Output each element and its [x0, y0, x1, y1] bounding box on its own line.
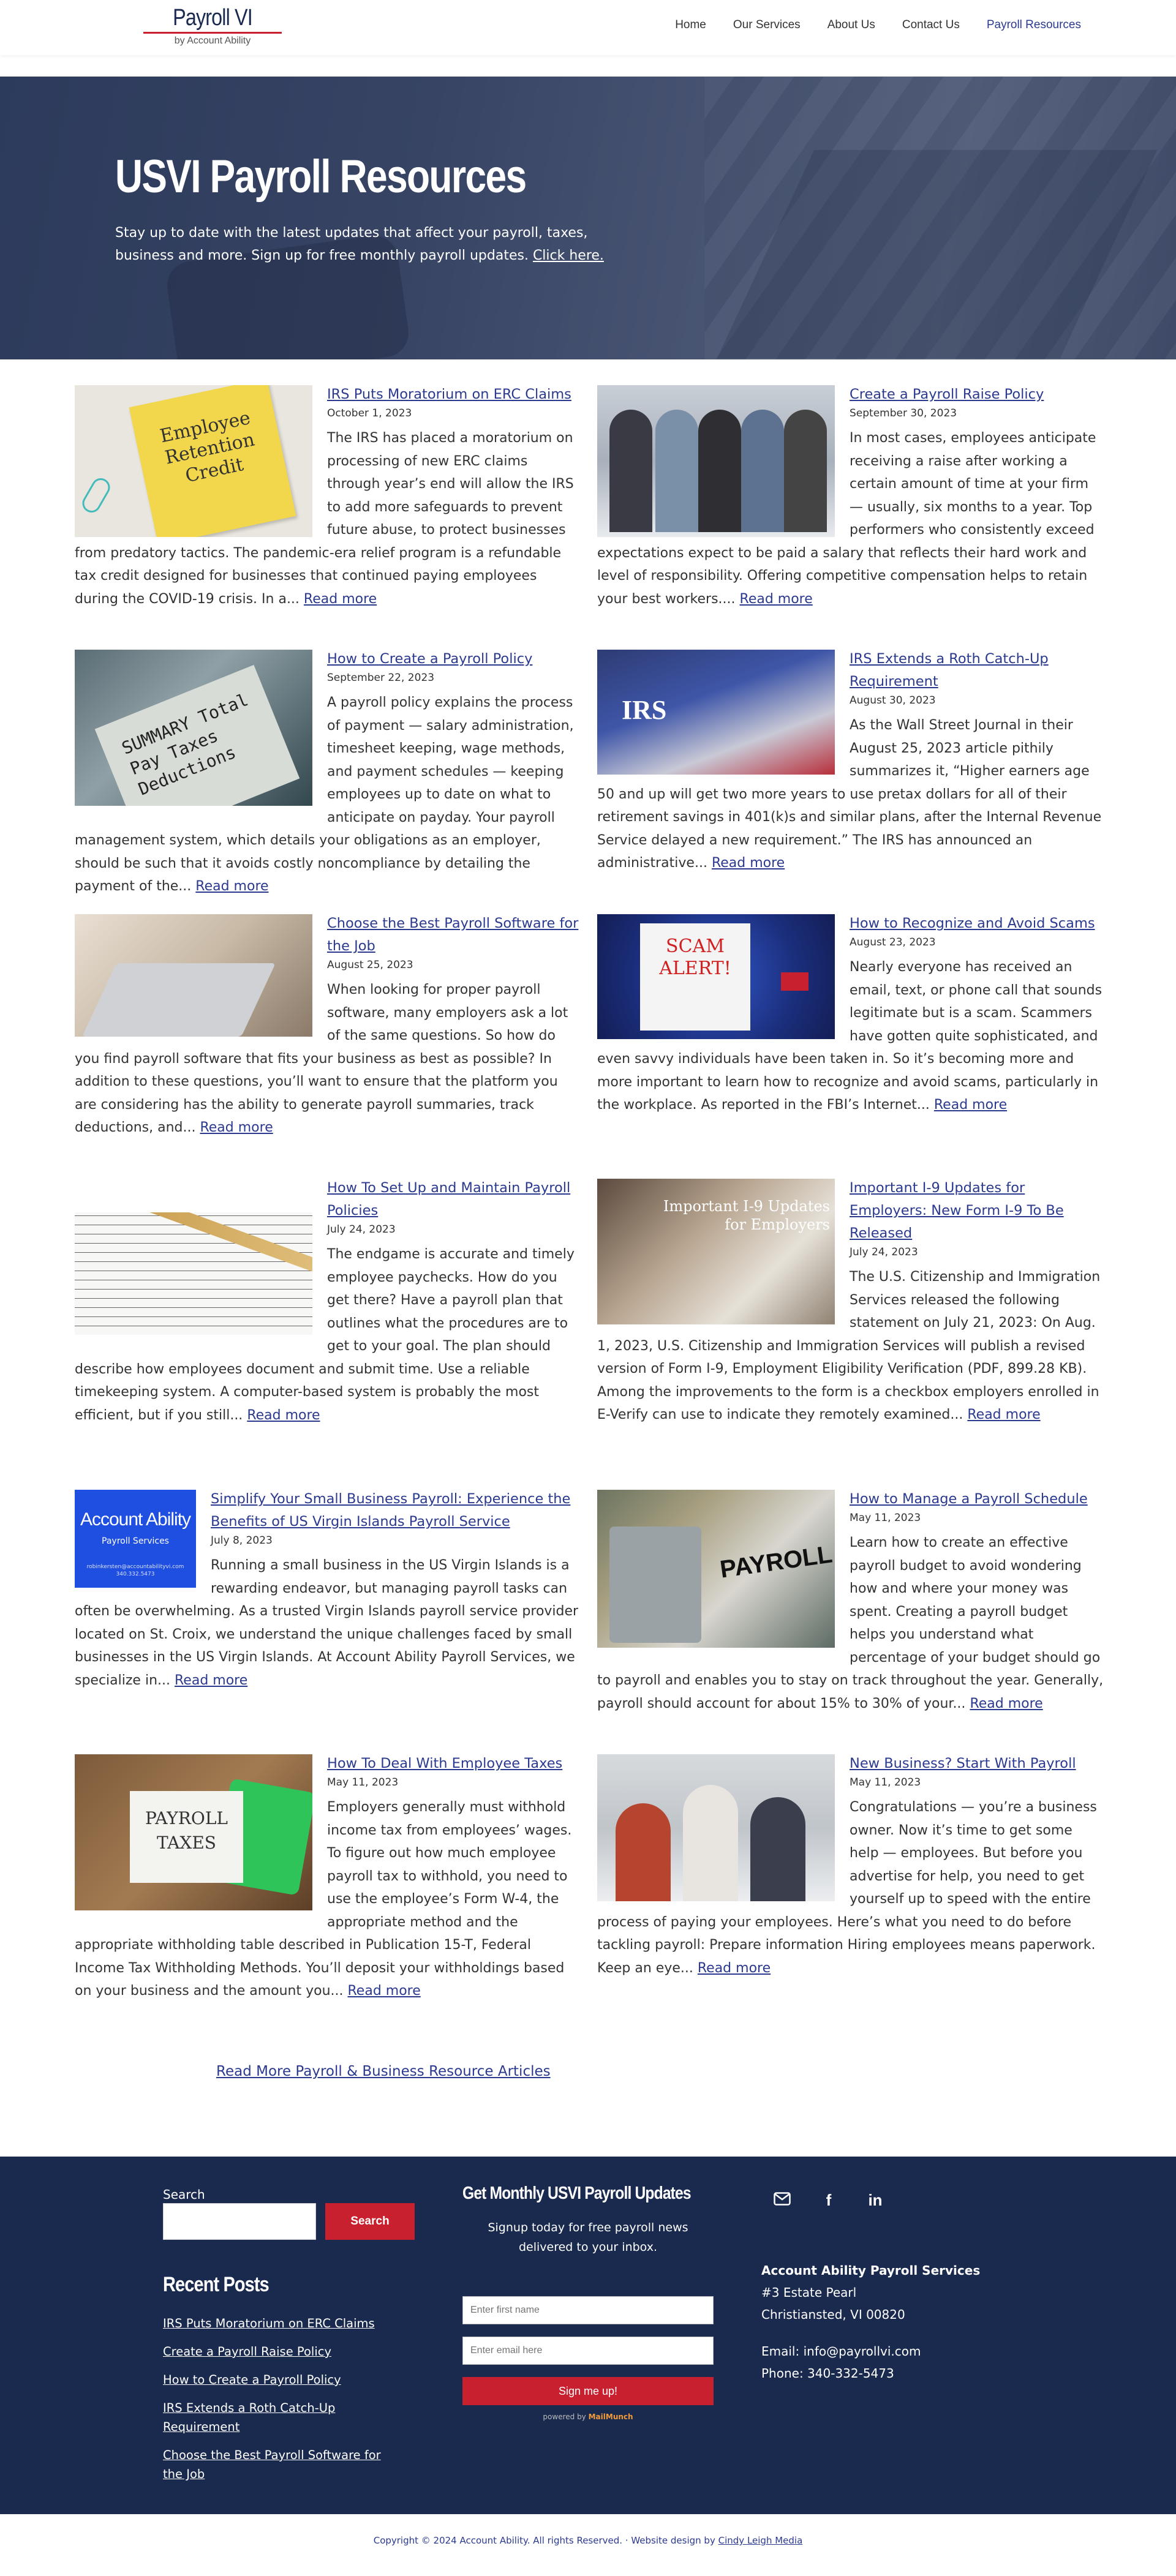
- article-title-link[interactable]: How to Manage a Payroll Schedule: [850, 1491, 1088, 1507]
- social-icons: [773, 2191, 884, 2209]
- person-image: [655, 410, 698, 532]
- article-thumbnail[interactable]: [75, 1490, 196, 1588]
- hero-overlay: [0, 77, 1176, 359]
- read-more-link[interactable]: Read more: [195, 879, 269, 894]
- article-excerpt: As the Wall Street Journal in their August 25, 2023 article pithily summarizes it, “Higher earners age 50 and up will get two more years to use pretax dollars for all of their retirement savings in 401(k)s and similar plans, after the Internal Revenue Service delayed a new requirement.” The IRS has announced an administrative...: [597, 718, 1102, 871]
- first-name-field[interactable]: [462, 2296, 714, 2324]
- list-item: [163, 2314, 402, 2333]
- aa-logo-subtitle: Payroll Services: [102, 1536, 169, 1546]
- read-more-link[interactable]: Read more: [933, 1097, 1008, 1113]
- paperclip-image: [79, 475, 113, 516]
- recent-posts-list: [163, 2314, 402, 2493]
- facebook-icon[interactable]: f: [826, 2191, 832, 2209]
- article-date: May 11, 2023: [327, 1776, 399, 1789]
- article-title-link[interactable]: How To Deal With Employee Taxes: [327, 1756, 563, 1771]
- article-thumbnail[interactable]: [597, 385, 835, 537]
- recent-post-link[interactable]: Choose the Best Payroll Software for the Job: [163, 2448, 381, 2481]
- recent-posts-heading: Recent Posts: [163, 2273, 269, 2296]
- article-date: July 24, 2023: [850, 1246, 918, 1258]
- payroll-taxes-note: [130, 1791, 243, 1883]
- read-more-link[interactable]: Read more: [247, 1407, 320, 1423]
- nav-about-us[interactable]: About Us: [827, 18, 875, 31]
- address-line-1: #3 Estate Pearl: [761, 2285, 857, 2300]
- article-title-link[interactable]: Simplify Your Small Business Payroll: Experience the Benefits of US Virgin Islands Payroll Service: [211, 1491, 571, 1530]
- logo-title: Payroll VI: [173, 5, 252, 31]
- footer-search-button[interactable]: Search: [325, 2203, 415, 2240]
- article-thumbnail[interactable]: [75, 650, 312, 806]
- article-title-link[interactable]: Important I-9 Updates for Employers: New Form I-9 To Be Released: [850, 1180, 1064, 1241]
- company-contact: [761, 2340, 1019, 2384]
- article-card: [597, 648, 1106, 875]
- payroll-form-text: PAYROLL: [718, 1541, 834, 1583]
- article-excerpt: Learn how to create an effective payroll budget to avoid wondering how and where your money was spent. Creating a payroll budget helps you understand what percentage of your budget should go to payroll and enables you to stay on track throughout the year. Generally, payroll should account for about 15% to 30% of your...: [597, 1535, 1104, 1711]
- person-image: [741, 410, 784, 532]
- article-excerpt: Running a small business in the US Virgin Islands is a rewarding endeavor, but managing payroll tasks can often be overwhelming. As a trusted Virgin Islands payroll service provider located on St. Croix, we understand the unique challenges faced by small businesses in the US Virgin Islands. At Account Ability Payroll Services, we specialize in...: [75, 1558, 579, 1688]
- person-image: [750, 1797, 805, 1901]
- article-date: August 25, 2023: [327, 959, 413, 971]
- article-title-link[interactable]: New Business? Start With Payroll: [850, 1756, 1076, 1771]
- company-address: [761, 2259, 1019, 2326]
- linkedin-icon[interactable]: in: [868, 2191, 883, 2209]
- footer-search-label: Search: [163, 2187, 205, 2202]
- article-card: [75, 1177, 583, 1427]
- more-articles-link[interactable]: Read More Payroll & Business Resource Articles: [216, 2063, 551, 2079]
- copyright-text: Copyright © 2024 Account Ability. All rights Reserved. · Website design by: [373, 2535, 715, 2546]
- hero-text: Stay up to date with the latest updates that affect your payroll, taxes, business and more. Sign up for free monthly payroll updates.: [115, 225, 588, 263]
- list-item: [163, 2446, 402, 2484]
- article-card: [75, 648, 583, 898]
- article-card: [597, 1488, 1106, 1715]
- hero-signup-link[interactable]: Click here.: [532, 248, 604, 263]
- recent-post-link[interactable]: Create a Payroll Raise Policy: [163, 2345, 331, 2359]
- article-title-link[interactable]: How to Recognize and Avoid Scams: [850, 915, 1095, 931]
- recent-post-link[interactable]: How to Create a Payroll Policy: [163, 2373, 341, 2387]
- article-date: July 8, 2023: [211, 1534, 273, 1547]
- list-item: [163, 2370, 402, 2389]
- article-date: September 22, 2023: [327, 672, 435, 684]
- article-thumbnail[interactable]: [597, 650, 835, 775]
- i9-image-text: Important I-9 Updates for Employers: [663, 1198, 830, 1233]
- article-thumbnail[interactable]: [597, 1179, 835, 1324]
- email-icon-svg: [774, 2192, 791, 2206]
- article-card: [75, 1488, 583, 1692]
- article-card: [597, 912, 1106, 1117]
- read-more-link[interactable]: Read more: [970, 1695, 1043, 1711]
- article-title-link[interactable]: How To Set Up and Maintain Payroll Policies: [327, 1180, 571, 1219]
- irs-logo: IRS: [622, 695, 667, 725]
- nav-home[interactable]: Home: [675, 18, 706, 31]
- article-excerpt: Congratulations — you’re a business owner. Now it’s time to get some help — employees. But before you advertise for help, you need to get yourself up to speed with the entire process of paying your employees. Here’s what you need to do before tackling payroll: Prepare information Hiring employees means paperwork. Keep an eye...: [597, 1800, 1097, 1976]
- aa-logo-contact: robinkersten@accountabilityvi.com 340.332.5473: [86, 1564, 184, 1577]
- nav-contact-us[interactable]: Contact Us: [902, 18, 960, 31]
- article-date: August 30, 2023: [850, 694, 936, 707]
- logo-underline: [143, 32, 282, 34]
- read-more-link[interactable]: Read more: [200, 1120, 273, 1135]
- site-footer: [0, 2157, 1176, 2514]
- powered-by: [462, 2413, 714, 2421]
- article-thumbnail[interactable]: [75, 385, 312, 537]
- person-image: [616, 1803, 671, 1901]
- article-card: [75, 912, 583, 1140]
- article-card: [597, 1177, 1106, 1427]
- read-more-link[interactable]: Read more: [711, 855, 785, 871]
- sticky-note-text: Employee Retention Credit: [158, 407, 257, 487]
- article-title-link[interactable]: How to Create a Payroll Policy: [327, 651, 533, 667]
- article-excerpt: A payroll policy explains the process of payment — salary administration, timesheet keeping, wage methods, and payment schedules — keeping employees up to date on what to anticipate on payday. Your payroll management system, which details your obligations as an employer, should be such that it avoids costly noncompliance by detailing the payment of the...: [75, 695, 574, 894]
- copyright-bar: [0, 2535, 1176, 2546]
- powered-by-text: powered by: [543, 2413, 586, 2421]
- pen-image: [104, 1212, 312, 1280]
- recent-post-link[interactable]: IRS Puts Moratorium on ERC Claims: [163, 2316, 375, 2330]
- site-header: [0, 0, 1176, 55]
- read-more-link[interactable]: Read more: [175, 1672, 248, 1688]
- person-image: [784, 410, 827, 532]
- article-excerpt: The endgame is accurate and timely employee paychecks. How do you get there? Have a payroll plan that outlines what the procedures are to get to your goal. The plan should describe how employees document and submit time. Use a reliable timekeeping system. A computer-based system is probably the most efficient, but if you still...: [75, 1247, 575, 1423]
- article-date: May 11, 2023: [850, 1512, 921, 1524]
- read-more-link[interactable]: Read more: [303, 591, 377, 607]
- read-more-link[interactable]: Read more: [697, 1960, 771, 1976]
- logo-subtitle: by Account Ability: [174, 36, 251, 46]
- hero-banner: [0, 77, 1176, 359]
- mailmunch-link[interactable]: MailMunch: [588, 2413, 633, 2421]
- article-excerpt: Employers generally must withhold income tax from employees’ wages. To figure out how much employee payroll tax to withhold, you need to use the employee’s Form W-4, the appropriate method and the appropriate withholding table described in Publication 15-T, Federal Income Tax Withholding Methods. You’ll deposit your withholdings based on your business and the amount you...: [75, 1800, 572, 1999]
- article-title-link[interactable]: IRS Puts Moratorium on ERC Claims: [327, 386, 571, 402]
- article-thumbnail[interactable]: [75, 914, 312, 1037]
- newsletter-description: Signup today for free payroll news delivered to your inbox.: [488, 2221, 688, 2254]
- payroll-taxes-text: PAYROLL TAXES: [145, 1808, 228, 1853]
- article-card: [75, 383, 583, 610]
- aa-logo-title: Account Ability: [80, 1509, 191, 1530]
- site-logo[interactable]: [136, 5, 289, 48]
- read-more-link[interactable]: Read more: [739, 591, 813, 607]
- main-nav: [648, 18, 1081, 32]
- email-field[interactable]: [462, 2337, 714, 2365]
- article-date: October 1, 2023: [327, 407, 412, 419]
- newsletter-heading: Get Monthly USVI Payroll Updates: [462, 2184, 691, 2203]
- mailbox-image: [781, 972, 809, 991]
- list-item: [163, 2342, 402, 2361]
- article-card: [597, 383, 1106, 610]
- article-card: [597, 1752, 1106, 1980]
- list-item: [163, 2398, 402, 2436]
- article-thumbnail[interactable]: [597, 1754, 835, 1901]
- summary-paper-image: [95, 665, 300, 806]
- signup-button[interactable]: Sign me up!: [462, 2377, 714, 2405]
- read-more-link[interactable]: Read more: [967, 1407, 1041, 1422]
- address-line-2: Christiansted, VI 00820: [761, 2307, 905, 2322]
- article-date: August 23, 2023: [850, 936, 936, 948]
- hero-description: [115, 222, 648, 267]
- article-excerpt: Nearly everyone has received an email, text, or phone call that sounds legitimate but is a scam. Scammers have gotten quite sophisticated, and even savvy individuals have been taken in. So it’s becoming more and more important to learn how to recognize and avoid scams, particularly in the workplace. As reported in the FBI’s Internet...: [597, 959, 1102, 1113]
- calculator-image: [609, 1526, 701, 1643]
- article-thumbnail[interactable]: [597, 1490, 835, 1648]
- article-excerpt: When looking for proper payroll software, many employers ask a lot of the same questions. So how do you find payroll software that fits your business as best as possible? In addition to these questions, you’ll want to ensure that the platform you are considering has the ability to generate payroll summaries, track deductions, and...: [75, 982, 568, 1135]
- article-date: July 24, 2023: [327, 1223, 396, 1236]
- article-excerpt: The IRS has placed a moratorium on processing of new ERC claims through year’s end will allow the IRS to add more safeguards to prevent future abuse, to protect businesses from predatory tactics. The pandemic-era relief program is a refundable tax credit designed for businesses that continued paying employees during the COVID-19 crisis. In a...: [75, 430, 574, 607]
- article-card: [75, 1752, 583, 2003]
- article-thumbnail[interactable]: [75, 1754, 312, 1910]
- summary-paper-text: SUMMARY Total Pay Taxes Deductions: [119, 689, 251, 800]
- person-image: [609, 410, 652, 532]
- scam-alert-text: SCAM ALERT!: [659, 936, 731, 979]
- contact-email[interactable]: Email: info@payrollvi.com: [761, 2344, 921, 2359]
- article-excerpt: In most cases, employees anticipate receiving a raise after working a certain amount of time at your firm — usually, six months to a year. Top performers who consistently exceed expectations expect to be paid a salary that reflects their hard work and level of responsibility. Offering competitive compensation helps to retain your best workers....: [597, 430, 1096, 607]
- article-thumbnail[interactable]: [75, 1212, 312, 1335]
- page-title: USVI Payroll Resources: [115, 151, 526, 203]
- article-title-link[interactable]: Choose the Best Payroll Software for the Job: [327, 915, 579, 954]
- nav-our-services[interactable]: Our Services: [733, 18, 801, 31]
- person-image: [683, 1785, 738, 1901]
- recent-post-link[interactable]: IRS Extends a Roth Catch-Up Requirement: [163, 2401, 336, 2434]
- read-more-link[interactable]: Read more: [347, 1983, 421, 1999]
- envelope-image: [640, 923, 750, 1031]
- email-icon[interactable]: [773, 2191, 791, 2209]
- designer-link[interactable]: Cindy Leigh Media: [718, 2535, 803, 2546]
- footer-search-input[interactable]: [163, 2203, 316, 2240]
- article-excerpt: The U.S. Citizenship and Immigration Services released the following statement on July 21, 2023: On Aug. 1, 2023, U.S. Citizenship and Immigration Services will publish a revised version of Form I-9, Employment Eligibility Verification (PDF, 899.28 KB). Among the improvements to the form is a checkbox employers enrolled in E-Verify can use to indicate they remotely examined...: [597, 1269, 1101, 1422]
- laptop-keyboard-image: [82, 963, 276, 1037]
- article-thumbnail[interactable]: [597, 914, 835, 1039]
- article-date: May 11, 2023: [850, 1776, 921, 1789]
- nav-payroll-resources[interactable]: Payroll Resources: [986, 18, 1081, 31]
- article-title-link[interactable]: IRS Extends a Roth Catch-Up Requirement: [850, 651, 1049, 689]
- contact-phone[interactable]: Phone: 340-332-5473: [761, 2366, 894, 2381]
- article-title-link[interactable]: Create a Payroll Raise Policy: [850, 386, 1044, 402]
- person-image: [698, 410, 741, 532]
- sticky-note-image: [129, 385, 296, 537]
- article-date: September 30, 2023: [850, 407, 957, 419]
- company-name: Account Ability Payroll Services: [761, 2263, 981, 2278]
